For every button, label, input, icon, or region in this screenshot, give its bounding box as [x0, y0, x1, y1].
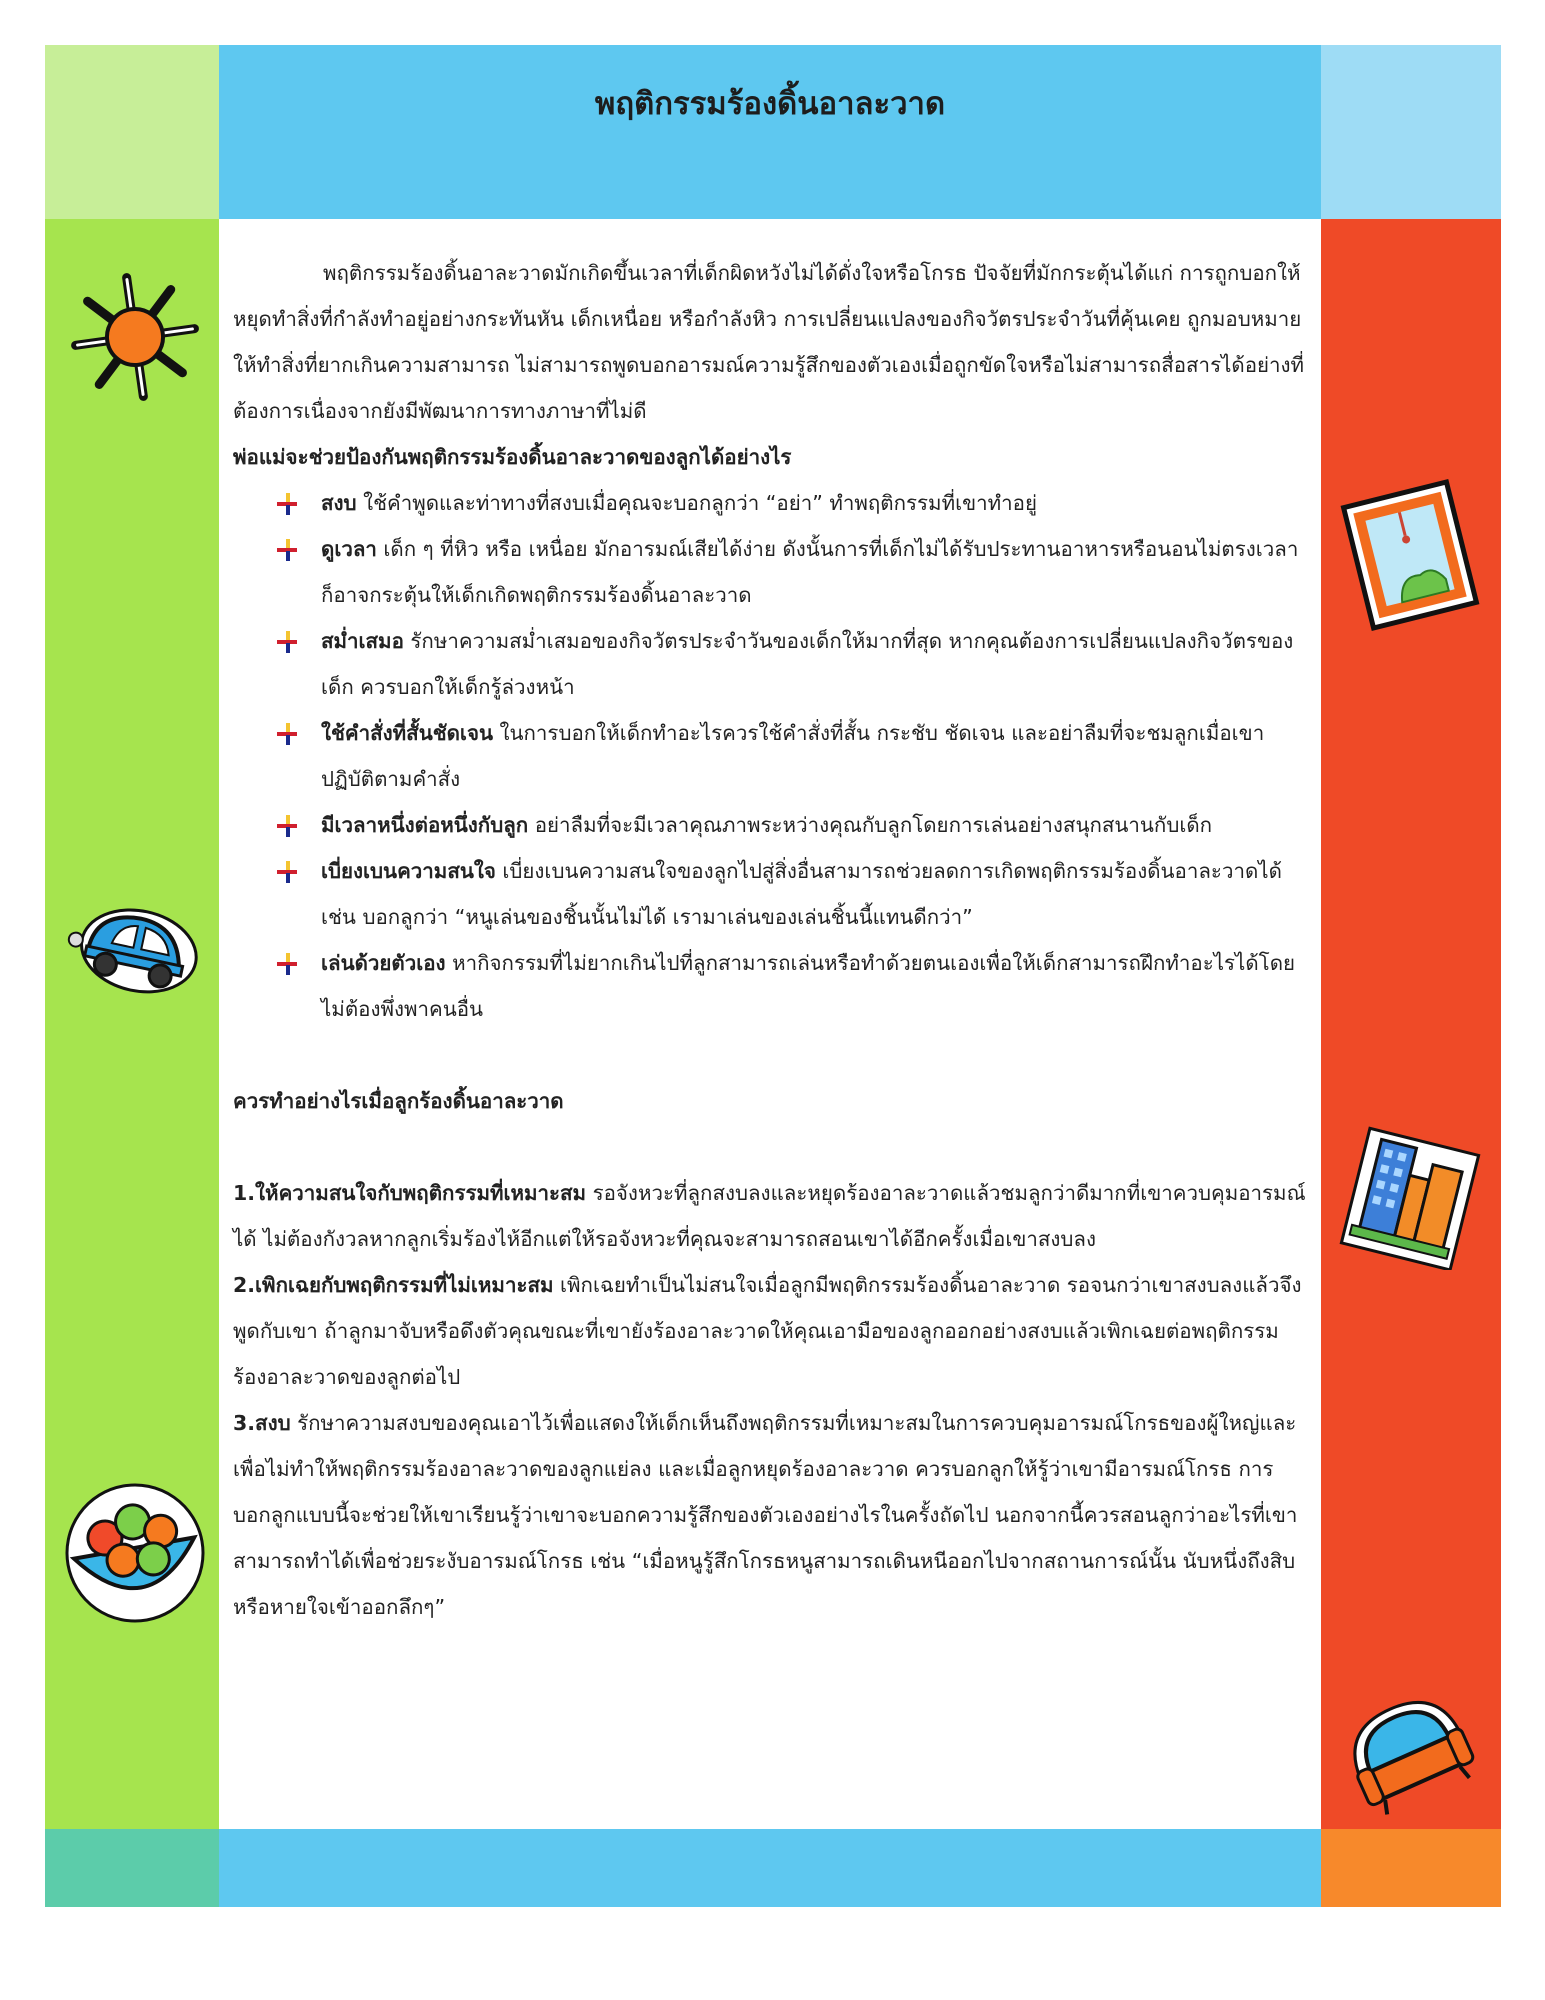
window-sticker-icon — [1335, 475, 1485, 635]
tip-term: ใช้คำสั่งที่สั้นชัดเจน — [321, 721, 493, 745]
tip-text: เบี่ยงเบนความสนใจของลูกไปสู่สิ่งอื่นสามารถช่วยลดการเกิดพฤติกรรมร้องดิ้นอาละวาดได้ เช่น บอกลูกว่า “หนูเล่นของชิ้นนั้นไม่ได้ เรามาเล่นของเล่นชิ้นนี้แทนดีกว่า” — [321, 859, 1282, 929]
tip-text: หากิจกรรมที่ไม่ยากเกินไปที่ลูกสามารถเล่นหรือทำด้วยตนเองเพื่อให้เด็กสามารถฝึกทำอะไรได้โดยไม่ต้องพึ่งพาคนอื่น — [321, 951, 1296, 1021]
bullet-icon — [277, 493, 299, 515]
list-item — [233, 526, 1308, 618]
list-item — [233, 710, 1308, 802]
tip-term: เล่นด้วยตัวเอง — [321, 951, 446, 975]
sun-sticker-icon — [60, 262, 210, 412]
list-item — [233, 802, 1308, 848]
prevention-tips-list — [233, 480, 1308, 1032]
tip-text: อย่าลืมที่จะมีเวลาคุณภาพระหว่างคุณกับลูกโดยการเล่นอย่างสนุกสนานกับเด็ก — [528, 813, 1213, 837]
list-item — [233, 848, 1308, 940]
response-step — [233, 1170, 1308, 1262]
tip-text: ใช้คำพูดและท่าทางที่สงบเมื่อคุณจะบอกลูกว่า “อย่า” ทำพฤติกรรมที่เขาทำอยู่ — [356, 491, 1037, 515]
bullet-icon — [277, 861, 299, 883]
tip-text: เด็ก ๆ ที่หิว หรือ เหนื่อย มักอารมณ์เสียได้ง่าย ดังนั้นการที่เด็กไม่ได้รับประทานอาหารหรือนอนไม่ตรงเวลาก็อาจกระตุ้นให้เด็กเกิดพฤติกรรมร้องดิ้นอาละวาด — [321, 537, 1299, 607]
right-column — [1321, 219, 1501, 1829]
frame-bottom-right — [1321, 1829, 1501, 1907]
step-term: 3.สงบ — [233, 1411, 291, 1435]
step-term: 2.เพิกเฉยกับพฤติกรรมที่ไม่เหมาะสม — [233, 1273, 554, 1297]
list-item — [233, 618, 1308, 710]
response-step — [233, 1400, 1308, 1630]
bullet-icon — [277, 815, 299, 837]
response-step — [233, 1262, 1308, 1400]
list-item — [233, 480, 1308, 526]
building-sticker-icon — [1335, 1120, 1485, 1270]
frame-top-right — [1321, 45, 1501, 219]
frame-bottom-left — [45, 1829, 219, 1907]
fruit-bowl-sticker-icon — [60, 1478, 210, 1628]
prevention-heading: พ่อแม่จะช่วยป้องกันพฤติกรรมร้องดิ้นอาละวาดของลูกได้อย่างไร — [233, 445, 792, 469]
step-text: รอจังหวะที่ลูกสงบลงและหยุดร้องอาละวาดแล้วชมลูกว่าดีมากที่เขาควบคุมอารมณ์ได้ ไม่ต้องกังวลหากลูกเริ่มร้องไห้อีกแต่ให้รอจังหวะที่คุณจะสามารถสอนเขาได้อีกครั้งเมื่อเขาสงบลง — [233, 1181, 1306, 1251]
bullet-icon — [277, 539, 299, 561]
step-text: รักษาความสงบของคุณเอาไว้เพื่อแสดงให้เด็กเห็นถึงพฤติกรรมที่เหมาะสมในการควบคุมอารมณ์โกรธของผู้ใหญ่และเพื่อไม่ทำให้พฤติกรรมร้องอาละวาดของลูกแย่ลง และเมื่อลูกหยุดร้องอาละวาด ควรบอกลูกให้รู้ว่าเขามีอารมณ์โกรธ การบอกลูกแบบนี้จะช่วยให้เขาเรียนรู้ว่าเขาจะบอกความรู้สึกของตัวเองอย่างไรในครั้งถัดไป นอกจากนี้ควรสอนลูกว่าอะไรที่เขาสามารถทำได้เพื่อช่วยระงับอารมณ์โกรธ เช่น “เมื่อหนูรู้สึกโกรธหนูสามารถเดินหนีออกไปจากสถานการณ์นั้น นับหนึ่งถึงสิบ หรือหายใจเข้าออกลึกๆ” — [233, 1411, 1298, 1619]
list-item — [233, 940, 1308, 1032]
response-heading: ควรทำอย่างไรเมื่อลูกร้องดิ้นอาละวาด — [233, 1089, 564, 1113]
intro-paragraph: พฤติกรรมร้องดิ้นอาละวาดมักเกิดขึ้นเวลาที่เด็กผิดหวังไม่ได้ดั่งใจหรือโกรธ ปัจจัยที่มักกระตุ้นได้แก่ การถูกบอกให้หยุดทำสิ่งที่กำลังทำอยู่อย่างกระทันหัน เด็กเหนื่อย หรือกำลังหิว การเปลี่ยนแปลงของกิจวัตรประจำวันที่คุ้นเคย ถูกมอบหมายให้ทำสิ่งที่ยากเกินความสามารถ ไม่สามารถพูดบอกอารมณ์ความรู้สึกของตัวเองเมื่อถูกขัดใจหรือไม่สามารถสื่อสารได้อย่างที่ต้องการเนื่องจากยังมีพัฒนาการทางภาษาที่ไม่ดี — [233, 261, 1305, 423]
bullet-icon — [277, 953, 299, 975]
tip-term: สงบ — [321, 491, 357, 515]
sofa-sticker-icon — [1335, 1690, 1485, 1820]
tip-term: สม่ำเสมอ — [321, 629, 404, 653]
step-term: 1.ให้ความสนใจกับพฤติกรรมที่เหมาะสม — [233, 1181, 587, 1205]
header-banner — [219, 45, 1321, 219]
tip-text: รักษาความสม่ำเสมอของกิจวัตรประจำวันของเด็กให้มากที่สุด หากคุณต้องการเปลี่ยนแปลงกิจวัตรของเด็ก ควรบอกให้เด็กรู้ล่วงหน้า — [321, 629, 1294, 699]
bullet-icon — [277, 723, 299, 745]
car-sticker-icon — [60, 890, 210, 1000]
step-text: เพิกเฉยทำเป็นไม่สนใจเมื่อลูกมีพฤติกรรมร้องดิ้นอาละวาด รอจนกว่าเขาสงบลงแล้วจึงพูดกับเขา ถ้าลูกมาจับหรือดึงตัวคุณขณะที่เขายังร้องอาละวาดให้คุณเอามือของลูกออกอย่างสงบแล้วเพิกเฉยต่อพฤติกรรมร้องอาละวาดของลูกต่อไป — [233, 1273, 1302, 1389]
tip-text: ในการบอกให้เด็กทำอะไรควรใช้คำสั่งที่สั้น กระชับ ชัดเจน และอย่าลืมที่จะชมลูกเมื่อเขาปฏิบัติตามคำสั่ง — [321, 721, 1265, 791]
frame-top-left — [45, 45, 219, 219]
tip-term: เบี่ยงเบนความสนใจ — [321, 859, 496, 883]
page-title: พฤติกรรมร้องดิ้นอาละวาด — [594, 86, 946, 122]
tip-term: มีเวลาหนึ่งต่อหนึ่งกับลูก — [321, 813, 529, 837]
footer-banner — [219, 1829, 1321, 1907]
bullet-icon — [277, 631, 299, 653]
article-body — [233, 250, 1308, 1630]
tip-term: ดูเวลา — [321, 537, 377, 561]
